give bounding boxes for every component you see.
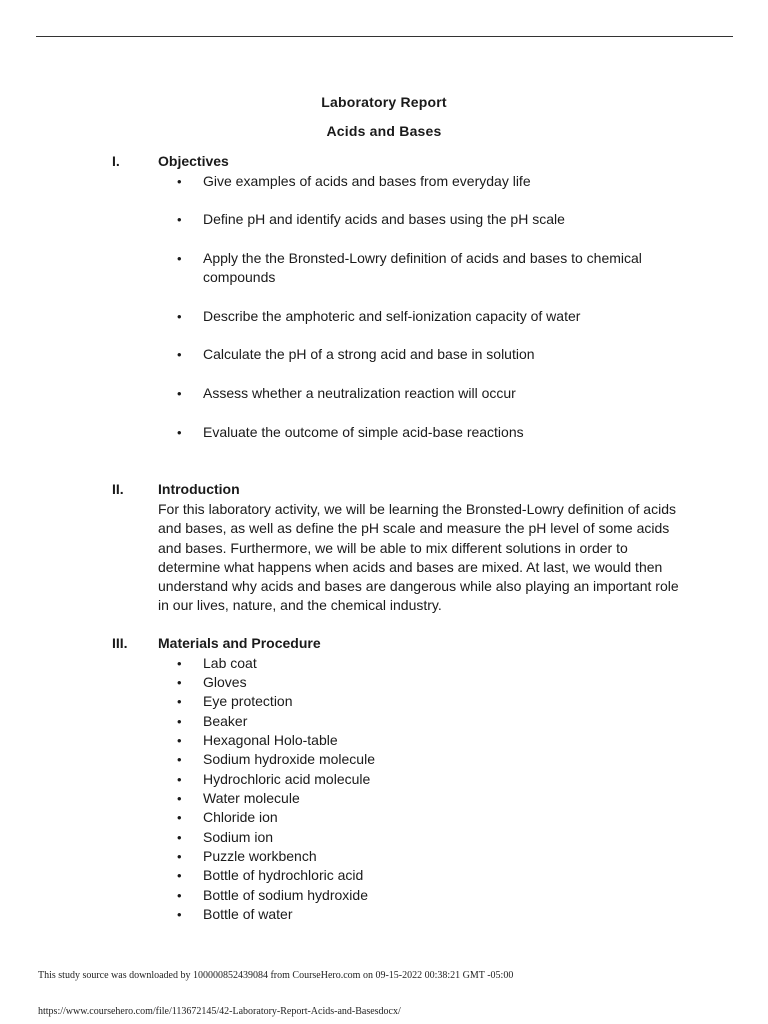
material-text: Bottle of water: [203, 906, 293, 922]
material-text: Hexagonal Holo-table: [203, 732, 338, 748]
top-divider: [36, 36, 733, 37]
bullet-icon: •: [177, 309, 182, 324]
material-text: Water molecule: [203, 790, 300, 806]
bullet-icon: •: [177, 212, 182, 227]
introduction-paragraph: For this laboratory activity, we will be learning the Bronsted-Lowry definition of acids and bases, as well as define the pH scale and measure the pH level of some acids and bases. Furthermore, we will be able to mix different solutions in order to determine what happens when acids and bases are mixed. At last, we would then understand why acids and bases are dangerous while also playing an important role in our lives, nature, and the chemical industry.: [158, 501, 679, 614]
bullet-icon: •: [177, 868, 182, 883]
source-url[interactable]: https://www.coursehero.com/file/113672145/42-Laboratory-Report-Acids-and-Basesdocx/: [38, 1006, 401, 1017]
material-text: Sodium hydroxide molecule: [203, 751, 375, 767]
bullet-icon: •: [177, 791, 182, 806]
material-text: Sodium ion: [203, 829, 274, 845]
objective-text: Define pH and identify acids and bases using the pH scale: [203, 211, 565, 227]
bullet-icon: •: [177, 694, 182, 709]
objective-text: Describe the amphoteric and self-ionization capacity of water: [203, 308, 581, 324]
bullet-icon: •: [177, 714, 182, 729]
material-text: Beaker: [203, 713, 248, 729]
bullet-icon: •: [177, 733, 182, 748]
document-title: Laboratory Report: [321, 94, 447, 110]
section-heading-objectives: Objectives: [158, 153, 229, 169]
material-text: Chloride ion: [203, 809, 278, 825]
section-number-objectives: I.: [112, 153, 120, 169]
objective-text: Give examples of acids and bases from everyday life: [203, 173, 531, 189]
material-text: Puzzle workbench: [203, 848, 317, 864]
objective-text: Apply the the Bronsted-Lowry definition of acids and bases to chemical compounds: [203, 250, 642, 285]
section-number-introduction: II.: [112, 481, 124, 497]
section-number-materials: III.: [112, 635, 128, 651]
bullet-icon: •: [177, 772, 182, 787]
objective-text: Calculate the pH of a strong acid and base in solution: [203, 346, 535, 362]
material-text: Lab coat: [203, 655, 257, 671]
material-text: Eye protection: [203, 693, 293, 709]
document-subtitle: Acids and Bases: [326, 123, 442, 139]
bullet-icon: •: [177, 810, 182, 825]
section-heading-materials: Materials and Procedure: [158, 635, 321, 651]
bullet-icon: •: [177, 174, 182, 189]
objective-text: Evaluate the outcome of simple acid-base reactions: [203, 424, 524, 440]
bullet-icon: •: [177, 888, 182, 903]
material-text: Gloves: [203, 674, 247, 690]
download-note: This study source was downloaded by 100000852439084 from CourseHero.com on 09-15-2022 00:38:21 GMT -05:00: [38, 970, 514, 981]
material-text: Bottle of sodium hydroxide: [203, 887, 368, 903]
bullet-icon: •: [177, 347, 182, 362]
bullet-icon: •: [177, 386, 182, 401]
bullet-icon: •: [177, 675, 182, 690]
section-heading-introduction: Introduction: [158, 481, 240, 497]
bullet-icon: •: [177, 251, 182, 266]
objective-text: Assess whether a neutralization reaction will occur: [203, 385, 516, 401]
bullet-icon: •: [177, 849, 182, 864]
bullet-icon: •: [177, 752, 182, 767]
bullet-icon: •: [177, 830, 182, 845]
bullet-icon: •: [177, 656, 182, 671]
material-text: Bottle of hydrochloric acid: [203, 867, 364, 883]
material-text: Hydrochloric acid molecule: [203, 771, 371, 787]
bullet-icon: •: [177, 907, 182, 922]
bullet-icon: •: [177, 425, 182, 440]
